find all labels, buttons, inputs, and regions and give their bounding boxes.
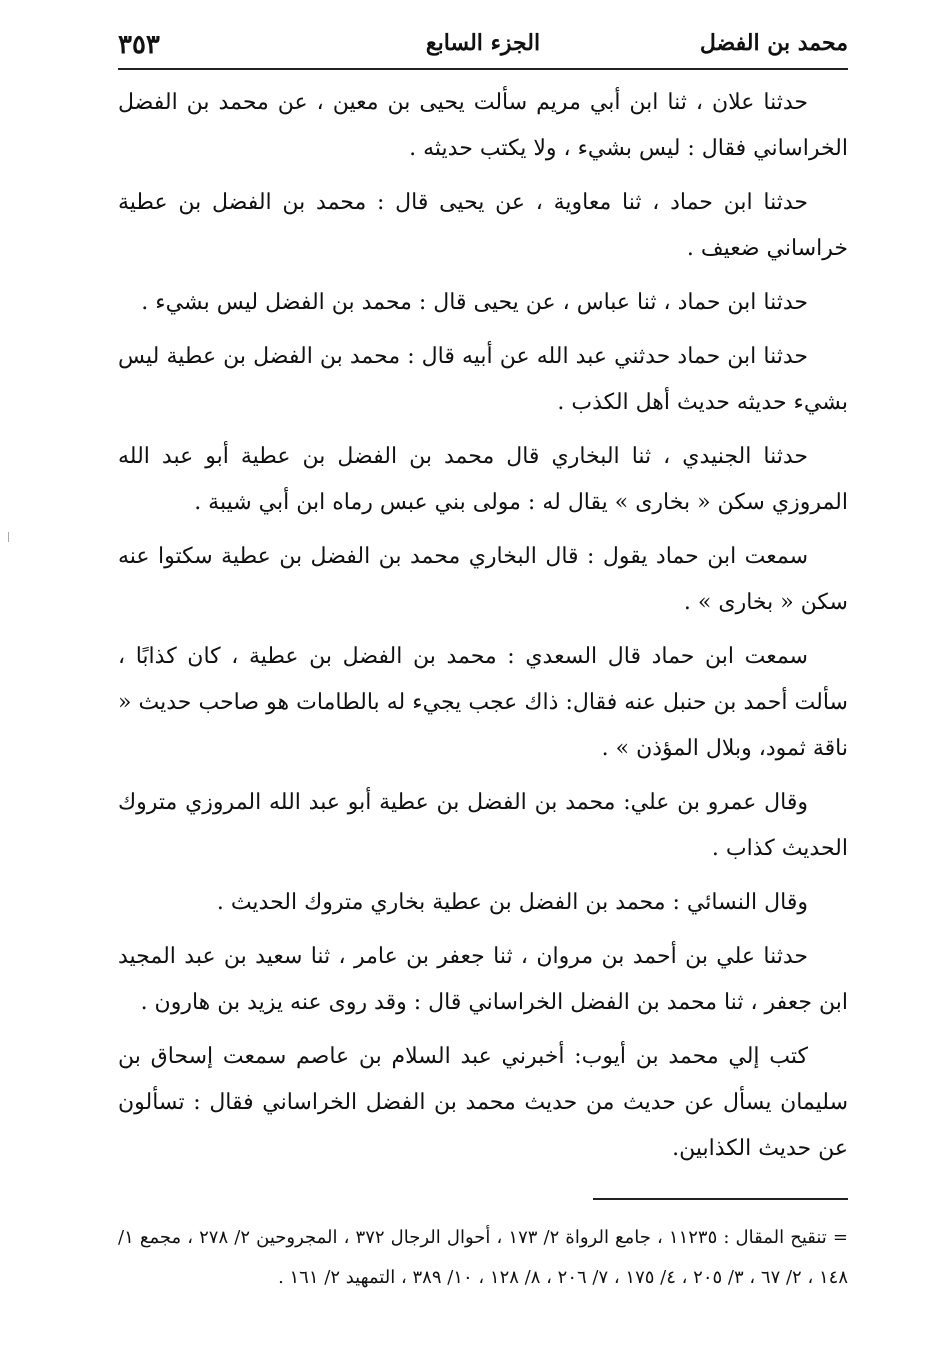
paragraph: حدثنا علي بن أحمد بن مروان ، ثنا جعفر بن عامر ، ثنا سعيد بن عبد المجيد ابن جعفر ، ثنا محمد بن الفضل الخراساني قال : وقد روى عنه يزيد بن هارون . — [118, 944, 848, 1015]
page-header — [118, 20, 848, 70]
book-page — [118, 20, 848, 1298]
paragraph: سمعت ابن حماد يقول : قال البخاري محمد بن الفضل بن عطية سكتوا عنه سكن « بخارى » . — [118, 544, 848, 615]
paragraph: حدثنا ابن حماد ، ثنا معاوية ، عن يحيى قال : محمد بن الفضل بن عطية خراساني ضعيف . — [118, 190, 848, 261]
footnote-separator — [593, 1198, 848, 1200]
paragraph: حدثنا علان ، ثنا ابن أبي مريم سألت يحيى بن معين ، عن محمد بن الفضل الخراساني فقال : ليس بشيء ، ولا يكتب حديثه . — [118, 90, 848, 161]
volume-title: الجزء السابع — [425, 30, 541, 56]
paragraph: كتب إلي محمد بن أيوب: أخبرني عبد السلام بن عاصم سمعت إسحاق بن سليمان يسأل عن حديث من حديث محمد بن الفضل الخراساني فقال : تسألون عن حديث الكذابين. — [118, 1044, 848, 1161]
paragraph: حدثنا ابن حماد ، ثنا عباس ، عن يحيى قال : محمد بن الفضل ليس بشيء . — [141, 290, 808, 315]
paragraph: وقال عمرو بن علي: محمد بن الفضل بن عطية أبو عبد الله المروزي متروك الحديث كذاب . — [118, 790, 848, 861]
paragraph: حدثنا الجنيدي ، ثنا البخاري قال محمد بن الفضل بن عطية أبو عبد الله المروزي سكن « بخارى » يقال له : مولى بني عبس رماه ابن أبي شيبة . — [118, 444, 848, 515]
running-title: محمد بن الفضل — [699, 30, 848, 56]
main-text — [118, 80, 848, 1172]
page-number: ٣٥٣ — [118, 30, 160, 60]
margin-mark — [8, 532, 9, 542]
paragraph: حدثنا ابن حماد حدثني عبد الله عن أبيه قال : محمد بن الفضل بن عطية ليس بشيء حديثه حديث أهل الكذب . — [118, 344, 848, 415]
footnote: = تنقيح المقال : ١١٢٣٥ ، جامع الرواة ٢/ ١٧٣ ، أحوال الرجال ٣٧٢ ، المجروحين ٢/ ٢٧٨ ، مجمع ١/ ١٤٨ ، ٢/ ٦٧ ، ٣/ ٢٠٥ ، ٤/ ١٧٥ ، ٧/ ٢٠٦ ، ٨/ ١٢٨ ، ١٠/ ٣٨٩ ، التمهيد ٢/ ١٦١ . — [118, 1227, 848, 1288]
paragraph: سمعت ابن حماد قال السعدي : محمد بن الفضل بن عطية ، كان كذابًا ، سألت أحمد بن حنبل عنه فقال: ذاك عجب يجيء له بالطامات هو صاحب حديث « ناقة ثمود، وبلال المؤذن » . — [118, 644, 848, 761]
paragraph: وقال النسائي : محمد بن الفضل بن عطية بخاري متروك الحديث . — [216, 890, 808, 915]
